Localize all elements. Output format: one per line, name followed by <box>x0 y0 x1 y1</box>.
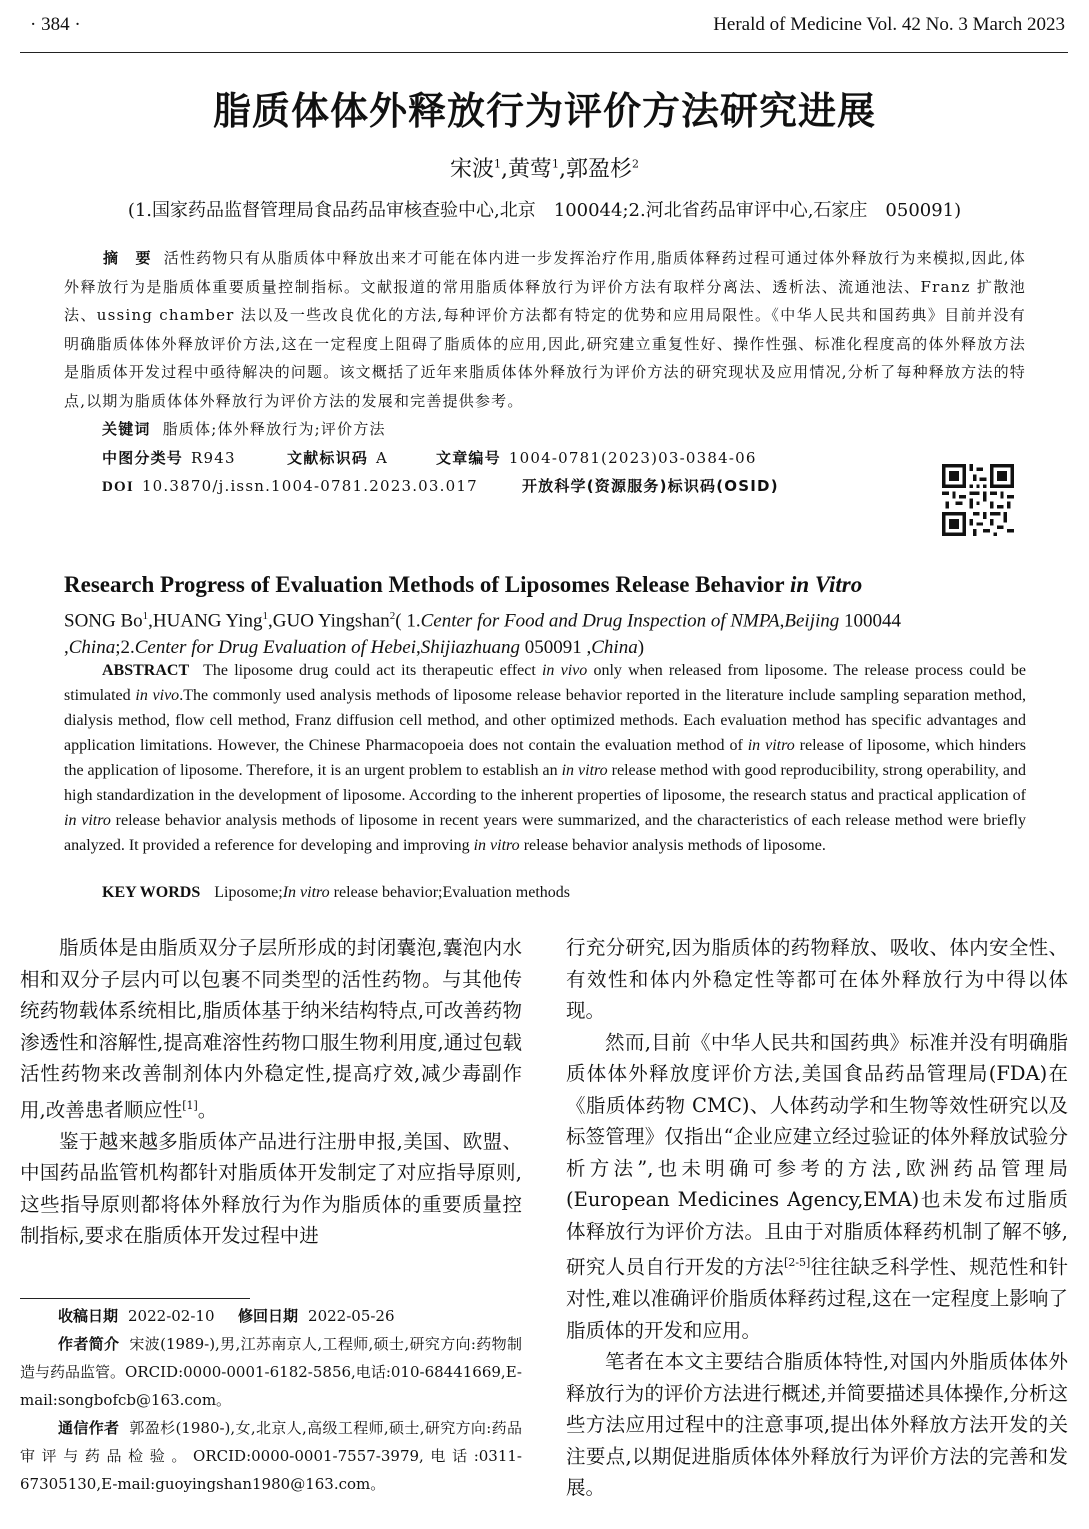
cn-keywords-label: 关键词 <box>102 420 151 438</box>
body-paragraph: 行充分研究,因为脂质体的药物释放、吸收、体内安全性、有效性和体内外稳定性等都可在体外释放行为中得以体现。 <box>566 936 1068 1022</box>
page-number: · 384 · <box>30 14 81 35</box>
en-affil-part: ( 1. <box>395 610 421 632</box>
body-paragraph: 鉴于越来越多脂质体产品进行注册申报,美国、欧盟、中国药品监管机构都针对脂质体开发制定了对应指导原则,这些指导原则都将体外释放行为作为脂质体的重要质量控制指标,要求在脂质体开发过程中进 <box>20 1129 522 1247</box>
clc-value: R943 <box>191 448 236 467</box>
citation: [2-5] <box>784 1256 811 1269</box>
en-abstract-italic: in vitro <box>473 837 520 854</box>
cn-abstract-block <box>64 244 1026 502</box>
body-text: 然而,目前《中华人民共和国药典》标准并没有明确脂质体体外释放度评价方法,美国食品药品管理局(FDA)在《脂质体药物 CMC)、人体药动学和生物等效性研究以及标签管理》仅指出“企业应建立经过验证的体外释放试验分析方法”,也未明确可参考的方法,欧洲药品管理局(European Medicines Agency,EMA)也未发布过脂质体释放行为评价方法。且由于对脂质体释药机制了解不够,研究人员自行开发的方法 <box>566 1030 1068 1279</box>
en-abstract-text: release of liposome, which hinders the application of liposome. Therefore, it is an urgent problem to establish an <box>64 737 1027 779</box>
header-rule <box>20 52 1068 53</box>
en-affil-close: ) <box>637 637 645 659</box>
article-number-label: 文章编号 <box>436 448 501 467</box>
en-keywords <box>102 884 570 902</box>
affiliation: (1.国家药品监督管理局食品药品审核查验中心,北京 100044;2.河北省药品审评中心,石家庄 050091) <box>127 200 962 221</box>
footnote <box>20 1302 522 1498</box>
body-text: 。 <box>197 1098 218 1121</box>
en-author-1: SONG Bo <box>64 610 143 632</box>
en-affil-city-1: Beijing <box>784 610 840 632</box>
footnote-corresponding <box>20 1414 522 1498</box>
body-paragraph <box>566 1027 1068 1347</box>
qr-code-icon <box>942 464 1014 536</box>
received-date: 2022-02-10 <box>128 1307 215 1325</box>
en-abstract <box>64 658 1026 858</box>
en-authors <box>64 603 1026 661</box>
en-abstract-italic: in vitro <box>561 762 608 779</box>
journal-header: Herald of Medicine Vol. 42 No. 3 March 2023 <box>713 14 1065 35</box>
en-abstract-italic: in vitro <box>747 737 795 754</box>
en-abstract-text: .The commonly used analysis methods of liposome release behavior reported in the literature include sampling separation method, dialysis method, flow cell method, Franz diffusion cell method, and other optimized methods. Each evaluation method has specific advantages and application limitations. However, the Chinese Pharmacopoeia does not contain the evaluation method of <box>64 687 1026 754</box>
body-paragraph: 笔者在本文主要结合脂质体特性,对国内外脂质体体外释放行为的评价方法进行概述,并简要描述具体操作,分析这些方法应用过程中的注意事项,提出体外释放方法开发的关注要点,以期促进脂质体体外释放行为评价方法的完善和发展。 <box>566 1350 1068 1499</box>
doc-code-label: 文献标识码 <box>287 448 369 467</box>
cn-abstract-label: 摘 要 <box>103 249 152 267</box>
author-3: ,郭盈杉 <box>559 157 632 182</box>
author-1: 宋波 <box>449 157 494 182</box>
en-affil-country-2: China <box>591 637 638 659</box>
body-paragraph <box>20 932 522 1126</box>
citation: [1] <box>182 1098 198 1112</box>
en-keyword: Liposome; <box>214 884 283 901</box>
doi-label: DOI <box>102 479 134 495</box>
cn-abstract-text: 活性药物只有从脂质体中释放出来才可能在体内进一步发挥治疗作用,脂质体释药过程可通过体外释放行为来模拟,因此,体外释放行为是脂质体重要质量控制指标。文献报道的常用脂质体释放行为评价方法有取样分离法、透析法、流通池法、Franz 扩散池法、ussing chamber 法以及一些改良优化的方法,每种评价方法都有特定的优势和应用局限性。《中华人民共和国药典》目前并没有明确脂质体体外释放评价方法,这在一定程度上阻碍了脂质体的应用,因此,研究建立重复性好、操作性强、标准化程度高的体外释放方法是脂质体开发过程中亟待解决的问题。该文概括了近年来脂质体体外释放行为评价方法的研究现状及应用情况,分析了每种释放方法的特点,以期为脂质体体外释放行为评价方法的发展和完善提供参考。 <box>64 249 1026 410</box>
doi-line <box>64 472 1026 502</box>
en-abstract-italic: in vitro <box>64 812 111 829</box>
author-3-sup: 2 <box>632 157 639 171</box>
en-keyword-italic: In vitro <box>282 884 330 901</box>
footnote-dates <box>20 1302 522 1330</box>
en-affil-city-2: Shijiazhuang <box>420 637 520 659</box>
en-title-main: Research Progress of Evaluation Methods of Liposomes Release Behavior <box>64 572 790 597</box>
clc-label: 中图分类号 <box>102 448 184 467</box>
bio-text: 宋波(1989-),男,江苏南京人,工程师,硕士,研究方向:药物制造与药品监管。ORCID:0000-0001-6182-5856,电话:010-68441669,E-mail:songbofcb@163.com。 <box>20 1335 522 1409</box>
en-affil-sep-3: , <box>416 637 421 659</box>
en-abstract-italic: in vivo <box>135 687 180 704</box>
en-author-2-sup: 1 <box>262 610 269 622</box>
body-column-right <box>566 932 1068 1504</box>
en-author-3-sup: 2 <box>389 610 396 622</box>
doc-code-value: A <box>376 448 389 467</box>
body-text: 往往缺乏科学性、规范性和针对性,难以准确评价脂质体释药过程,这在一定程度上影响了脂质体的开发和应用。 <box>566 1255 1068 1342</box>
en-keyword: release behavior;Evaluation methods <box>329 884 570 901</box>
en-author-3: ,GUO Yingshan <box>268 610 390 632</box>
en-abstract-text: only when released from liposome. The release process could be stimulated <box>64 662 1026 704</box>
revised-label: 修回日期 <box>238 1307 299 1325</box>
en-affil-org-1: Center for Food and Drug Inspection of NMPA <box>420 610 780 632</box>
doi-value: 10.3870/j.issn.1004-0781.2023.03.017 <box>141 477 478 495</box>
bio-label: 作者简介 <box>58 1335 120 1353</box>
en-affil-country-1: China <box>68 637 116 659</box>
en-affil-sep-2: ;2. <box>115 637 135 659</box>
article-title: 脂质体体外释放行为评价方法研究进展 <box>212 89 876 133</box>
author-1-sup: 1 <box>494 157 501 171</box>
en-keywords-label: KEY WORDS <box>102 884 201 901</box>
cn-keywords-text: 脂质体;体外释放行为;评价方法 <box>162 420 386 438</box>
en-abstract-text: release behavior analysis methods of liposome in recent years were summarized, and the characteristics of each release method were briefly analyzed. It provided a reference for developing and improving <box>64 812 1026 854</box>
body-text: 脂质体是由脂质双分子层所形成的封闭囊泡,囊泡内水相和双分子层内可以包裹不同类型的活性药物。与其他传统药物载体系统相比,脂质体基于纳米结构特点,可改善药物渗透性和溶解性,提高难溶性药物口服生物利用度,通过包载活性药物来改善制剂体内外稳定性,提高疗效,减少毒副作用,改善患者顺应性 <box>20 936 522 1121</box>
en-abstract-text: release method with good reproducibility, strong operability, and high standardization in the development of liposome. According to the inherent properties of liposome, the research status and practical application of <box>64 762 1026 804</box>
author-2: ,黄莺 <box>501 157 552 182</box>
osid-label: 开放科学(资源服务)标识码(OSID) <box>521 477 779 495</box>
en-abstract-text: The liposome drug could act its therapeutic effect <box>203 662 542 679</box>
footnote-rule <box>20 1298 250 1299</box>
received-label: 收稿日期 <box>58 1307 119 1325</box>
article-number-value: 1004-0781(2023)03-0384-06 <box>508 448 757 467</box>
en-affil-sep: , <box>779 610 785 632</box>
en-title <box>64 572 862 598</box>
cn-abstract <box>64 244 1026 415</box>
en-abstract-text: release behavior analysis methods of liposome. <box>519 837 826 854</box>
author-2-sup: 1 <box>552 157 559 171</box>
corresponding-text: 郭盈杉(1980-),女,北京人,高级工程师,硕士,研究方向:药品审评与药品检验。ORCID:0000-0001-7557-3979,电话:0311-67305130,E-mail:guoyingshan1980@163.com。 <box>20 1419 522 1493</box>
en-title-italic: in Vitro <box>789 572 863 597</box>
en-affil-zip-1: 100044 , <box>64 610 902 659</box>
en-author-2: ,HUANG Ying <box>148 610 263 632</box>
corresponding-label: 通信作者 <box>58 1419 120 1437</box>
author-line <box>0 152 1089 183</box>
body-column-left <box>20 932 522 1252</box>
en-affil-org-2: Center for Drug Evaluation of Hebei <box>134 637 417 659</box>
en-affil-zip-2: 050091 , <box>520 637 592 659</box>
en-author-1-sup: 1 <box>142 610 149 622</box>
cn-keywords <box>64 415 1026 444</box>
revised-date: 2022-05-26 <box>308 1307 395 1325</box>
en-abstract-label: ABSTRACT <box>102 662 190 679</box>
footnote-bio <box>20 1330 522 1414</box>
classification-line <box>64 444 1026 473</box>
en-abstract-italic: in vivo <box>541 662 588 679</box>
